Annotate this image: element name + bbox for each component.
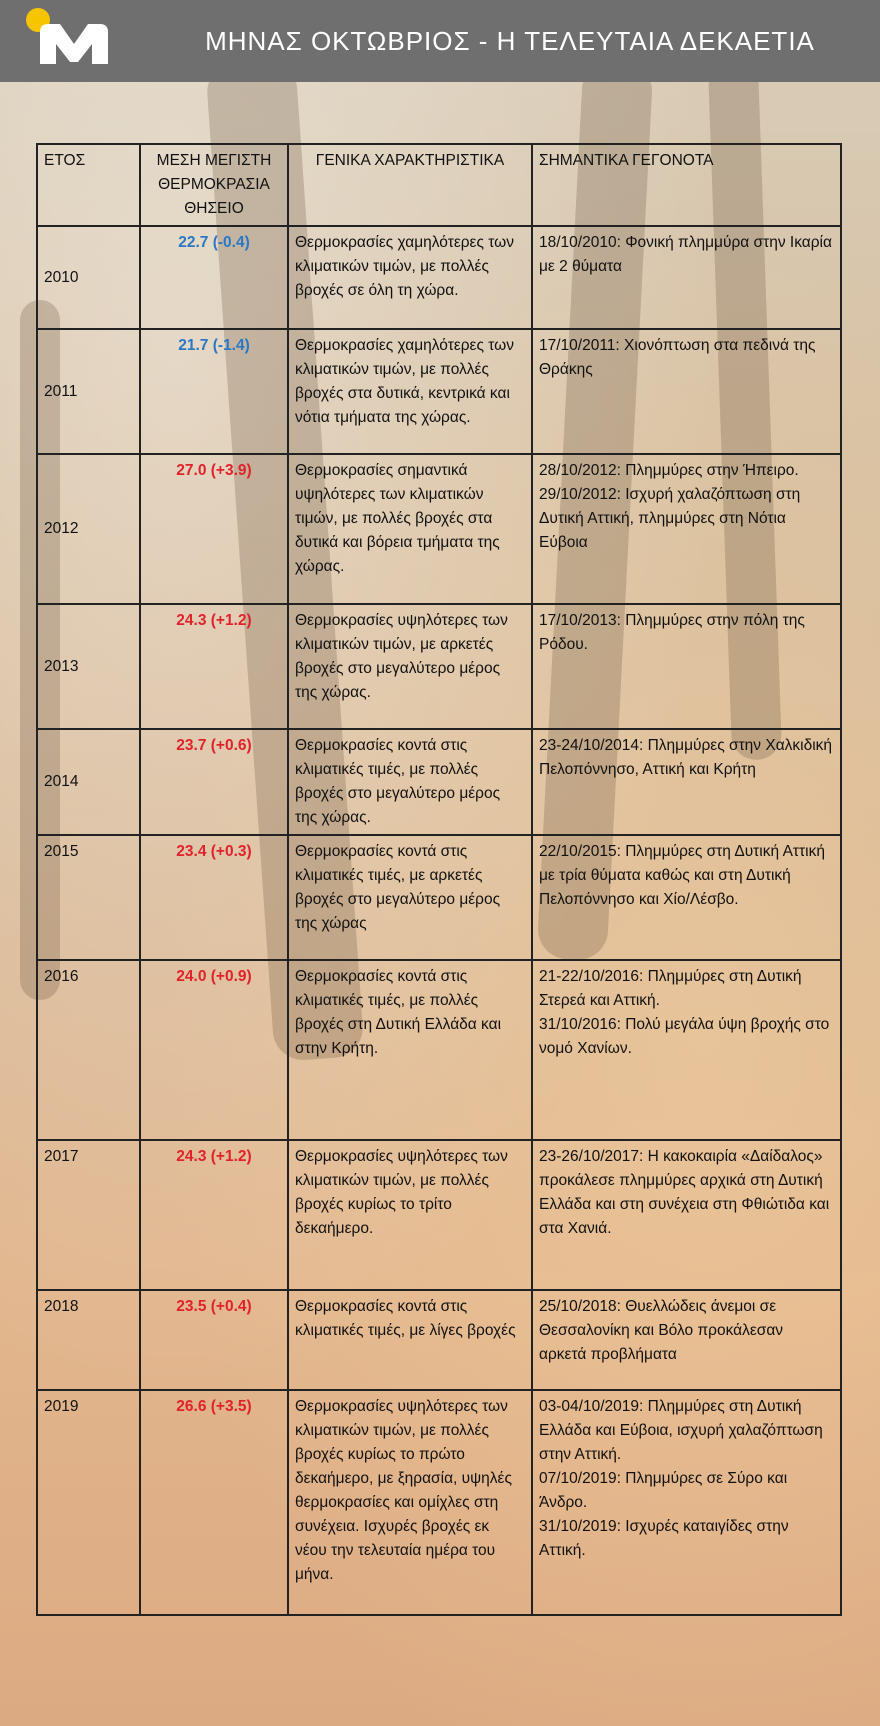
- cell-temperature: 24.3 (+1.2): [140, 604, 288, 729]
- cell-year: 2012: [37, 454, 140, 604]
- table-row: [37, 226, 841, 329]
- event-item: 17/10/2013: Πλημμύρες στην πόλη της Ρόδου.: [539, 612, 805, 653]
- cell-events: [532, 960, 841, 1140]
- cell-features: Θερμοκρασίες υψηλότερες των κλιματικών τιμών, με πολλές βροχές κυρίως το πρώτο δεκαήμερο, με ξηρασία, υψηλές θερμοκρασίες και ομίχλες στη συνέχεια. Ισχυρές βροχές εκ νέου την τελευταία ημέρα του μήνα.: [288, 1390, 532, 1615]
- cell-temperature: 24.0 (+0.9): [140, 960, 288, 1140]
- cell-temperature: 23.7 (+0.6): [140, 729, 288, 835]
- header-bar: [0, 0, 880, 82]
- cell-year: 2013: [37, 604, 140, 729]
- cell-features: Θερμοκρασίες κοντά στις κλιματικές τιμές, με πολλές βροχές στη Δυτική Ελλάδα και στην Κρήτη.: [288, 960, 532, 1140]
- event-item: 07/10/2019: Πλημμύρες σε Σύρο και Άνδρο.: [539, 1470, 788, 1511]
- cell-temperature: 23.5 (+0.4): [140, 1290, 288, 1390]
- event-item: 21-22/10/2016: Πλημμύρες στη Δυτική Στερεά και Αττική.: [539, 968, 802, 1009]
- cell-features: Θερμοκρασίες υψηλότερες των κλιματικών τιμών, με αρκετές βροχές στο μεγαλύτερο μέρος της χώρας.: [288, 604, 532, 729]
- event-item: 17/10/2011: Χιονόπτωση στα πεδινά της Θράκης: [539, 337, 816, 378]
- event-item: 28/10/2012: Πλημμύρες στην Ήπειρο.: [539, 462, 799, 479]
- table-row: [37, 1140, 841, 1290]
- cell-events: [532, 604, 841, 729]
- event-item: 29/10/2012: Ισχυρή χαλαζόπτωση στη Δυτική Αττική, πλημμύρες στη Νότια Εύβοια: [539, 486, 801, 551]
- meteo-logo-icon: [24, 6, 116, 66]
- cell-events: [532, 329, 841, 454]
- header-events: ΣΗΜΑΝΤΙΚΑ ΓΕΓΟΝΟΤΑ: [532, 144, 841, 226]
- table-row: [37, 729, 841, 835]
- cell-year: 2014: [37, 729, 140, 835]
- cell-year: 2011: [37, 329, 140, 454]
- cell-events: [532, 729, 841, 835]
- table-header-row: [37, 144, 841, 226]
- table-row: [37, 1390, 841, 1615]
- table-row: [37, 604, 841, 729]
- cell-temperature: 21.7 (-1.4): [140, 329, 288, 454]
- table-row: [37, 835, 841, 960]
- cell-features: Θερμοκρασίες κοντά στις κλιματικές τιμές, με αρκετές βροχές στο μεγαλύτερο μέρος της χώρας: [288, 835, 532, 960]
- table-row: [37, 454, 841, 604]
- cell-year: 2018: [37, 1290, 140, 1390]
- cell-features: Θερμοκρασίες υψηλότερες των κλιματικών τιμών, με πολλές βροχές κυρίως το τρίτο δεκαήμερο.: [288, 1140, 532, 1290]
- header-year: ΕΤΟΣ: [37, 144, 140, 226]
- table-row: [37, 960, 841, 1140]
- cell-temperature: 27.0 (+3.9): [140, 454, 288, 604]
- event-item: 23-26/10/2017: Η κακοκαιρία «Δαίδαλος» προκάλεσε πλημμύρες αρχικά στη Δυτική Ελλάδα και στη συνέχεια στη Φθιώτιδα και στα Χανιά.: [539, 1148, 830, 1237]
- cell-events: [532, 454, 841, 604]
- cell-events: [532, 1290, 841, 1390]
- cell-year: 2016: [37, 960, 140, 1140]
- cell-events: [532, 835, 841, 960]
- cell-year: 2010: [37, 226, 140, 329]
- page-title: ΜΗΝΑΣ ΟΚΤΩΒΡΙΟΣ - Η ΤΕΛΕΥΤΑΙΑ ΔΕΚΑΕΤΙΑ: [205, 25, 815, 56]
- cell-year: 2015: [37, 835, 140, 960]
- event-item: 03-04/10/2019: Πλημμύρες στη Δυτική Ελλάδα και Εύβοια, ισχυρή χαλαζόπτωση στην Αττική.: [539, 1398, 823, 1463]
- event-item: 22/10/2015: Πλημμύρες στη Δυτική Αττική με τρία θύματα καθώς και στη Δυτική Πελοπόννησο και Χίο/Λέσβο.: [539, 843, 825, 908]
- cell-temperature: 22.7 (-0.4): [140, 226, 288, 329]
- cell-temperature: 26.6 (+3.5): [140, 1390, 288, 1615]
- event-item: 31/10/2019: Ισχυρές καταιγίδες στην Αττική.: [539, 1518, 789, 1559]
- cell-features: Θερμοκρασίες χαμηλότερες των κλιματικών τιμών, με πολλές βροχές στα δυτικά, κεντρικά και νότια τμήματα της χώρας.: [288, 329, 532, 454]
- cell-features: Θερμοκρασίες κοντά στις κλιματικές τιμές, με λίγες βροχές: [288, 1290, 532, 1390]
- event-item: 18/10/2010: Φονική πλημμύρα στην Ικαρία με 2 θύματα: [539, 234, 832, 275]
- table-row: [37, 1290, 841, 1390]
- cell-features: Θερμοκρασίες χαμηλότερες των κλιματικών τιμών, με πολλές βροχές σε όλη τη χώρα.: [288, 226, 532, 329]
- cell-features: Θερμοκρασίες σημαντικά υψηλότερες των κλιματικών τιμών, με πολλές βροχές στα δυτικά και βόρεια τμήματα της χώρας.: [288, 454, 532, 604]
- cell-temperature: 24.3 (+1.2): [140, 1140, 288, 1290]
- event-item: 31/10/2016: Πολύ μεγάλα ύψη βροχής στο νομό Χανίων.: [539, 1016, 830, 1057]
- cell-events: [532, 1140, 841, 1290]
- table-row: [37, 329, 841, 454]
- cell-year: 2019: [37, 1390, 140, 1615]
- cell-features: Θερμοκρασίες κοντά στις κλιματικές τιμές, με πολλές βροχές στο μεγαλύτερο μέρος της χώρας.: [288, 729, 532, 835]
- cell-year: 2017: [37, 1140, 140, 1290]
- october-climate-table: [36, 143, 842, 1616]
- cell-events: [532, 226, 841, 329]
- cell-events: [532, 1390, 841, 1615]
- header-temperature: ΜΕΣΗ ΜΕΓΙΣΤΗ ΘΕΡΜΟΚΡΑΣΙΑ ΘΗΣΕΙΟ: [140, 144, 288, 226]
- cell-temperature: 23.4 (+0.3): [140, 835, 288, 960]
- event-item: 25/10/2018: Θυελλώδεις άνεμοι σε Θεσσαλονίκη και Βόλο προκάλεσαν αρκετά προβλήματα: [539, 1298, 784, 1363]
- header-features: ΓΕΝΙΚΑ ΧΑΡΑΚΤΗΡΙΣΤΙΚΑ: [288, 144, 532, 226]
- event-item: 23-24/10/2014: Πλημμύρες στην Χαλκιδική Πελοπόννησο, Αττική και Κρήτη: [539, 737, 833, 778]
